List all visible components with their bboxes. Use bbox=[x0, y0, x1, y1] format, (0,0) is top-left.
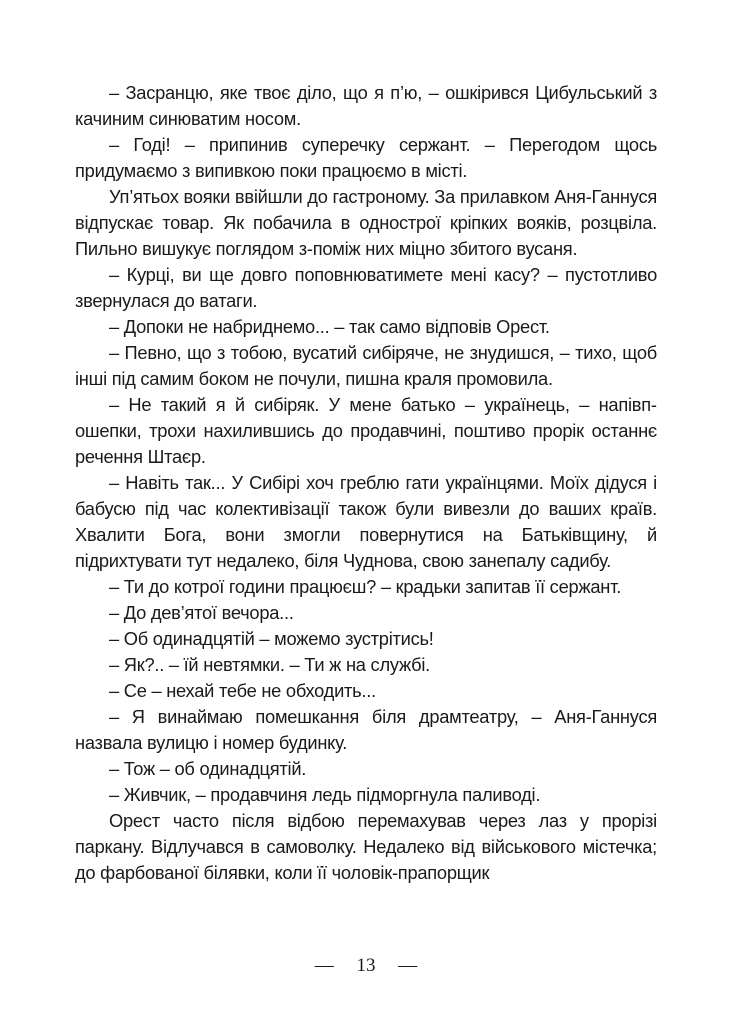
paragraph: – Певно, що з тобою, вусатий сибіряче, не знудишся, – тихо, щоб інші під самим боком не почули, пишна краля промовила. bbox=[75, 342, 657, 389]
paragraph: – Ти до котрої години працюєш? – крадьки запитав її сержант. bbox=[109, 576, 622, 597]
paragraph: – Я винаймаю помешкання біля драмтеатру, – Аня-Ганнуся назвала вулицю і номер будинку. bbox=[75, 706, 657, 753]
paragraph: – Живчик, – продавчиня ледь підморгнула паливоді. bbox=[109, 784, 541, 805]
paragraph: – Годі! – припинив суперечку сержант. – Перегодом щось придумаємо з випивкою поки працюємо в місті. bbox=[75, 134, 657, 181]
page-number: 13 bbox=[356, 955, 376, 976]
paragraph: – Об одинадцятій – можемо зустрітись! bbox=[109, 628, 434, 649]
footer-dash-left: — bbox=[314, 955, 334, 976]
paragraph: – До дев’ятої вечора... bbox=[109, 602, 294, 623]
paragraph: – Тож – об одинадцятій. bbox=[109, 758, 307, 779]
text-column bbox=[75, 80, 657, 886]
paragraph: – Як?.. – їй невтямки. – Ти ж на службі. bbox=[109, 654, 430, 675]
page-footer bbox=[0, 955, 732, 977]
paragraph: – Допоки не набриднемо... – так само відповів Орест. bbox=[109, 316, 550, 337]
paragraph: – Курці, ви ще довго поповнюватимете мені касу? – пустотливо звернулася до ватаги. bbox=[75, 264, 657, 311]
paragraph: – Навіть так... У Сибірі хоч греблю гати українцями. Моїх дідуся і бабусю під час колективізації також були вивезли до ваших країв. Хвалити Бога, вони змогли повернутися на Батьківщину, й підрихтувати тут недалеко, біля Чуднова, свою занепалу садибу. bbox=[75, 472, 657, 571]
paragraph: – Засранцю, яке твоє діло, що я п’ю, – ошкірився Цибульський з качиним синюватим носом. bbox=[75, 82, 657, 129]
page-body bbox=[75, 80, 657, 970]
footer-dash-right: — bbox=[398, 955, 418, 976]
paragraph: – Не такий я й сибіряк. У мене батько – українець, – напівпошепки, трохи нахилившись до продавчині, поштиво прорік останнє речення Штаєр. bbox=[75, 394, 657, 467]
paragraph: Уп’ятьох вояки ввійшли до гастроному. За прилавком Аня-Ганнуся відпускає товар. Як побачила в однострої кріпких вояків, розцвіла. Пильно вишукує поглядом з-поміж них міцно збитого вусаня. bbox=[75, 186, 657, 259]
paragraph: – Се – нехай тебе не обходить... bbox=[109, 680, 376, 701]
paragraph: Орест часто після відбою перемахував через лаз у прорізі паркану. Відлучався в самоволку. Недалеко від військового містечка; до фарбованої білявки, коли її чоловік-прапорщик bbox=[75, 810, 657, 883]
